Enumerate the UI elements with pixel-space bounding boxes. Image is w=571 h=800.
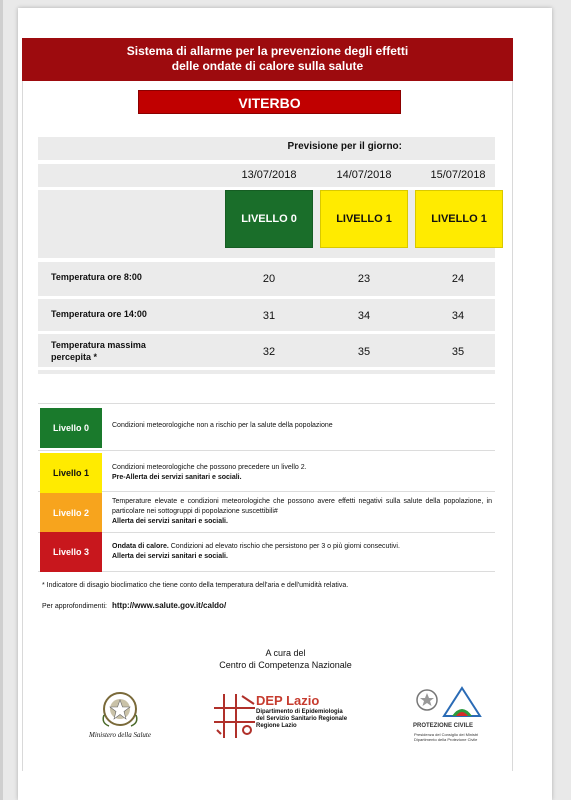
- row-label: Temperatura ore 14:00: [51, 309, 147, 319]
- dep-line: Regione Lazio: [256, 723, 297, 729]
- legend-heat-wave: Ondata di calore.: [112, 543, 169, 550]
- legend-description: Condizioni meteorologiche che possono precedere un livello 2.: [112, 464, 307, 471]
- level-badge: LIVELLO 0: [225, 190, 313, 248]
- more-info: [42, 601, 226, 610]
- pc-title: PROTEZIONE CIVILE: [413, 723, 474, 729]
- indicator-note: * Indicatore di disagio bioclimatico che tiene conto della temperatura dell'aria e dell'umidità relativa.: [42, 582, 349, 589]
- dep-logo-name: DEP Lazio: [256, 693, 320, 708]
- temperature-value: 32: [262, 346, 276, 358]
- ministero-label: Ministero della Salute: [89, 731, 151, 739]
- temperature-value: 34: [451, 310, 465, 322]
- legend-description: Condizioni ad elevato rischio che persistono per 3 o più giorni consecutivi.: [168, 543, 400, 550]
- protezione-civile-emblem: [414, 686, 488, 722]
- bulletin-header: [22, 38, 513, 81]
- forecast-date: 15/07/2018: [430, 169, 486, 181]
- pc-line: Presidenza del Consiglio dei Ministri: [414, 732, 479, 737]
- table-divider: [38, 258, 495, 262]
- header-line-2: delle ondate di calore sulla salute: [171, 59, 364, 73]
- dep-line: Dipartimento di Epidemiologia: [256, 709, 343, 715]
- legend-level-2: Livello 2: [40, 493, 102, 533]
- forecast-date: 14/07/2018: [336, 169, 392, 181]
- legend-text: [112, 463, 492, 483]
- pc-line: Dipartimento della Protezione Civile: [414, 737, 478, 742]
- dep-grid-icon: [212, 692, 257, 740]
- legend-divider: [38, 532, 495, 533]
- temperature-value: 23: [357, 273, 371, 285]
- row-label: Temperatura ore 8:00: [51, 272, 142, 282]
- city-title: VITERBO: [138, 90, 401, 114]
- dep-logo-text: [256, 709, 347, 730]
- level-badge: LIVELLO 1: [320, 190, 408, 248]
- legend-alert: Pre-Allerta dei servizi sanitari e sociali.: [112, 474, 242, 481]
- temperature-value: 34: [357, 310, 371, 322]
- legend-description: Condizioni meteorologiche non a rischio per la salute della popolazione: [112, 422, 333, 429]
- legend-alert: Allerta dei servizi sanitari e sociali.: [112, 518, 228, 525]
- left-edge-shadow: [0, 0, 3, 800]
- legend-level-3: Livello 3: [40, 532, 102, 572]
- header-line-1: Sistema di allarme per la prevenzione degli effetti: [126, 44, 409, 58]
- table-divider: [38, 160, 495, 164]
- table-divider: [38, 296, 495, 299]
- more-info-label: Per approfondimenti:: [42, 603, 107, 610]
- level-badge: LIVELLO 1: [415, 190, 503, 248]
- footer-line-2: Centro di Competenza Nazionale: [219, 660, 352, 670]
- pc-caption: [414, 732, 478, 742]
- temperature-value: 35: [357, 346, 371, 358]
- legend-text: [112, 542, 492, 562]
- temperature-value: 24: [451, 273, 465, 285]
- forecast-title: Previsione per il giorno:: [287, 141, 402, 152]
- temperature-value: 35: [451, 346, 465, 358]
- legend-divider: [38, 571, 495, 572]
- legend-level-1: Livello 1: [40, 453, 102, 493]
- more-info-link[interactable]: http://www.salute.gov.it/caldo/: [111, 601, 227, 610]
- legend-divider: [38, 491, 495, 492]
- footer-line-1: A cura del: [265, 648, 306, 658]
- legend-description: Temperature elevate e condizioni meteorologiche che possono avere effetti negativi sulla salute della popolazione, in particolare nei sottogruppi di popolazione suscettibili#: [112, 498, 492, 515]
- temperature-value: 31: [262, 310, 276, 322]
- legend-text: [112, 497, 492, 527]
- table-divider: [38, 331, 495, 334]
- temperature-value: 20: [262, 273, 276, 285]
- legend-divider: [38, 450, 495, 451]
- dep-line: del Servizio Sanitario Regionale: [256, 716, 348, 722]
- table-divider: [38, 367, 495, 370]
- legend-divider: [38, 403, 495, 404]
- legend-text: [112, 421, 492, 431]
- row-label: Temperatura massima percepita *: [51, 340, 146, 362]
- forecast-date: 13/07/2018: [241, 169, 297, 181]
- legend-alert: Allerta dei servizi sanitari e sociali.: [112, 553, 228, 560]
- legend-level-0: Livello 0: [40, 408, 102, 448]
